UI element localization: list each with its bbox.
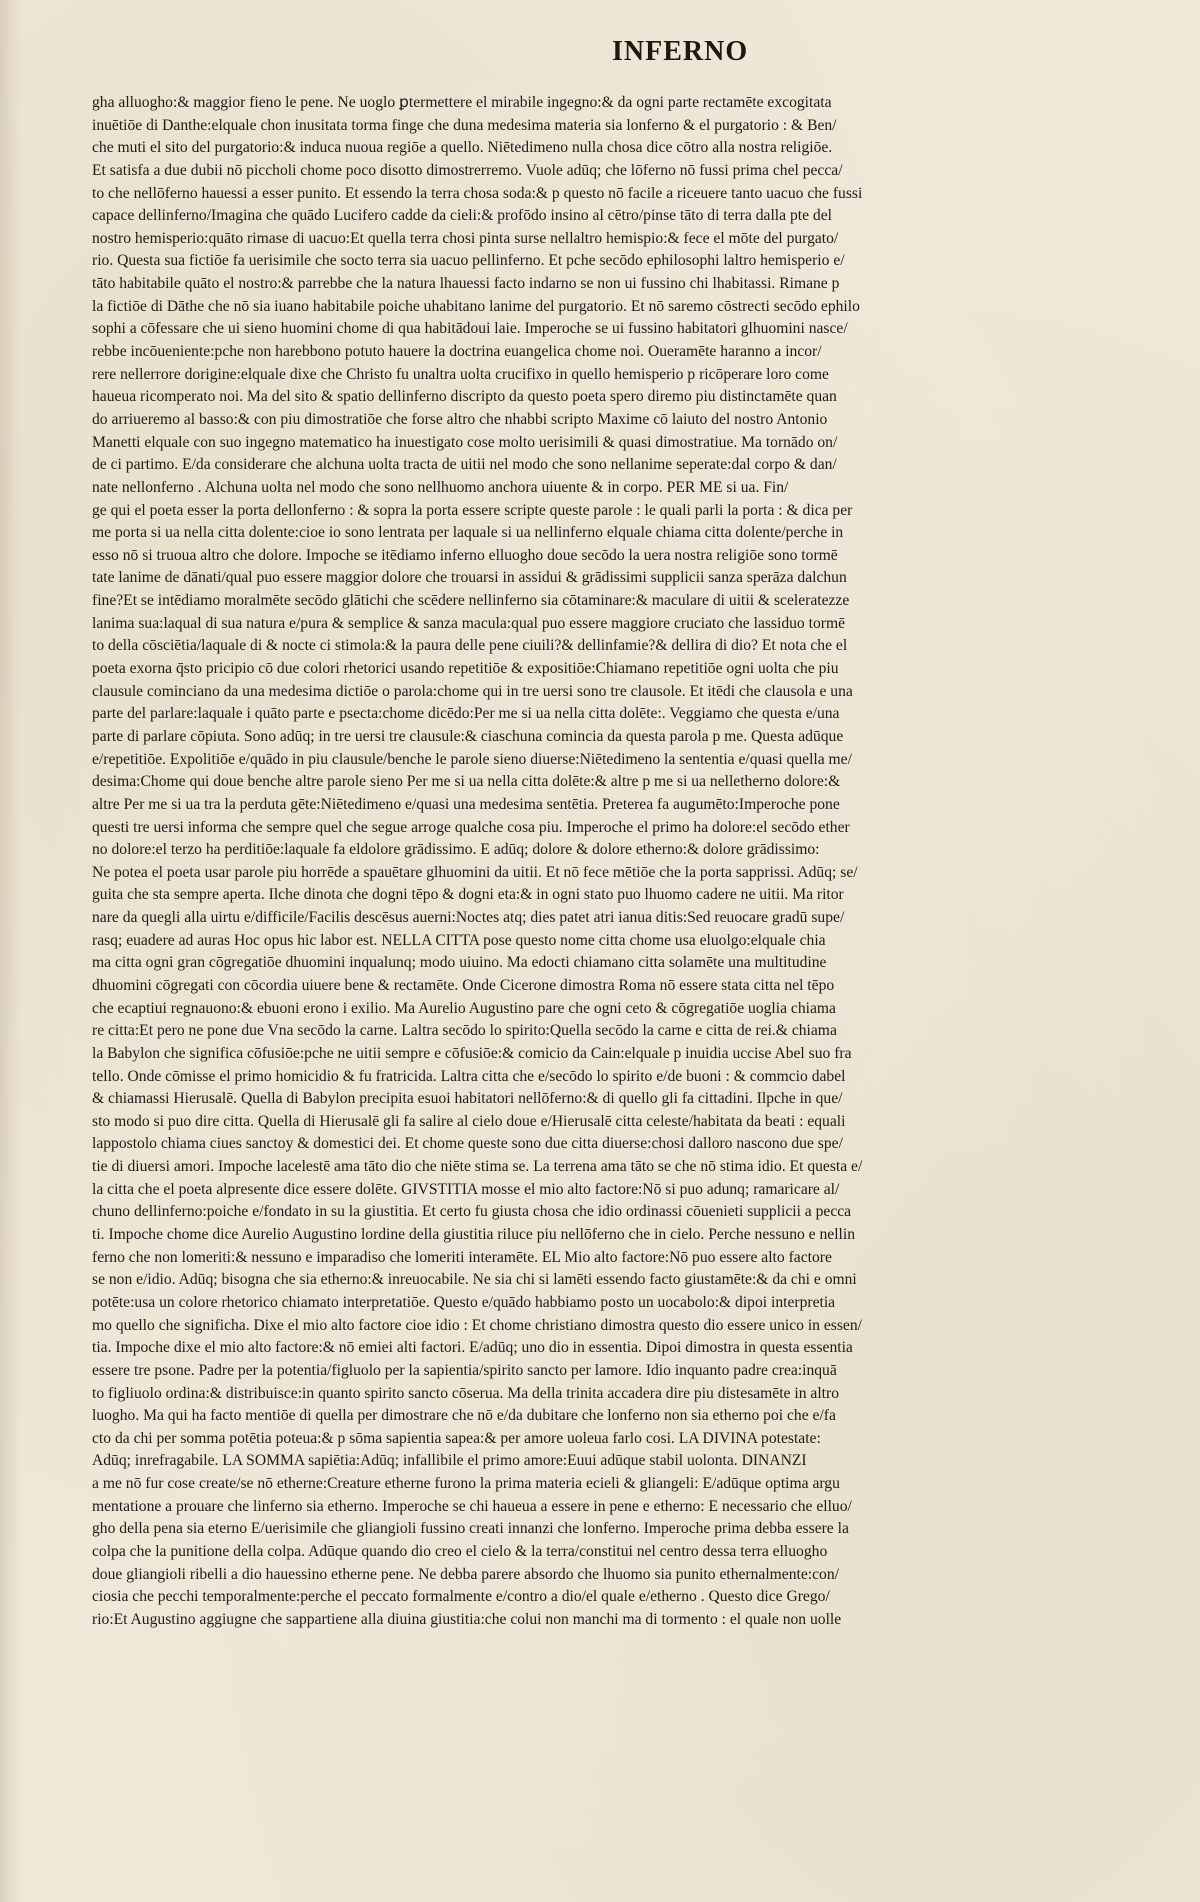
commentary-text-block [92, 92, 1147, 1882]
text-line: me porta si ua nella citta dolente:cioe io sono lentrata per laquale si ua nellinferno elquale chiama citta dolente/perche in [92, 524, 844, 542]
text-line: to della cōsciētia/laquale di & nocte ci stimola:& la paura delle pene ciuili?& dellinfamie?& dellira di dio? Et nota che el [92, 637, 848, 655]
text-line: la fictiōe di Dāthe che nō sia iuano habitabile poiche uhabitano lanime del purgatorio. Et nō saremo cōstrecti secōdo ephilo [92, 297, 860, 315]
text-line: tia. Impoche dixe el mio alto factore:& nō emiei alti factori. E/adūq; uno dio in essentia. Dipoi dimostra in questa essentia [92, 1339, 853, 1357]
page-gutter-shadow [0, 0, 22, 1902]
text-line: tāto habitabile quāto el nostro:& parrebbe che la natura lhauessi facto indarno se non ui fussino chi lhabitassi. Rimane p [92, 275, 840, 293]
text-line: guita che sta sempre aperta. Ilche dinota che dogni tēpo & dogni eta:& in ogni stato puo lhuomo cadere ne uitii. Ma ritor [92, 886, 844, 904]
text-line: la citta che el poeta alpresente dice essere dolēte. GIVSTITIA mosse el mio alto factore:Nō si puo adunq; ramaricare al/ [92, 1180, 840, 1198]
text-line: luogho. Ma qui ha facto mentiōe di quella per dimostrare che nō e/da dubitare che lonferno non sia etherno poi che e/fa [92, 1407, 836, 1425]
text-line: che muti el sito del purgatorio:& induca nuoua regiōe a quello. Niētedimeno nulla chosa dice cōtro alla nostra religiōe. [92, 139, 833, 157]
text-line: desima:Chome qui doue benche altre parole sieno Per me si ua nella citta dolēte:& altre p me si ua nelletherno dolore:& [92, 773, 841, 791]
text-line: mo quello che significha. Dixe el mio alto factore cioe idio : Et chome christiano dimostra questo dio essere unico in essen/ [92, 1316, 862, 1334]
text-line: a me nō fur cose create/se nō etherne:Creature etherne furono la prima materia ecieli & gliangeli: E/adūque optima argu [92, 1475, 840, 1493]
text-line: no dolore:el terzo ha perditiōe:laquale fa eldolore grādissimo. E adūq; dolore & dolore etherno:& dolore grādissimo: [92, 841, 820, 859]
text-line: to figliuolo ordina:& distribuisce:in quanto spirito sancto cōserua. Ma della trinita accadera dire piu distesamēte in altro [92, 1384, 839, 1402]
text-line: to che nellōferno hauessi a esser punito. Et essendo la terra chosa soda:& p questo nō facile a riceuere tanto uacuo che fussi [92, 184, 863, 202]
text-line: do arriueremo al basso:& con piu dimostratiōe che forse altro che nhabbi scripto Maxime cō laiuto del nostro Antonio [92, 410, 828, 428]
text-line: gha alluogho:& maggior fieno le pene. Ne uoglo ꝑtermettere el mirabile ingegno:& da ogni parte rectamēte excogitata [92, 94, 832, 111]
text-line: ferno che non lomeriti:& nessuno e imparadiso che lomeriti interamēte. EL Mio alto factore:Nō puo essere alto factore [92, 1248, 832, 1266]
text-line: re citta:Et pero ne pone due Vna secōdo la carne. Laltra secōdo lo spirito:Quella secōdo la carne e citta de rei.& chiama [92, 1022, 837, 1040]
text-line: rio. Questa sua fictiōe fa uerisimile che socto terra sia uacuo pellinferno. Et pche secōdo ephilosophi laltro hemisperio e/ [92, 252, 845, 270]
text-line: lanima sua:laqual di sua natura e/pura & semplice & sanza macula:qual puo essere maggiore cruciato che lassiduo tormē [92, 614, 845, 632]
text-line: de ci partimo. E/da considerare che alchuna uolta tracta de uitii nel modo che sono nellanime seperate:dal corpo & dan/ [92, 456, 837, 474]
text-line: ciosia che pecchi temporalmente:perche el peccato formalmente e/contro a dio/el quale e/etherno . Questo dice Grego/ [92, 1588, 830, 1606]
text-line: gho della pena sia eterno E/uerisimile che gliangioli fussino creati innanzi che lonferno. Imperoche prima debba essere la [92, 1520, 849, 1538]
text-line: se non e/idio. Adūq; bisogna che sia etherno:& inreuocabile. Ne sia chi si lamēti essendo facto giustamēte:& da chi e omni [92, 1271, 857, 1289]
text-line: la Babylon che significa cōfusiōe:pche ne uitii sempre e cōfusiōe:& comicio da Cain:elquale p inuidia uccise Abel suo fra [92, 1044, 852, 1062]
text-line: Ne potea el poeta usar parole piu horrēde a spauētare glhuomini da uitii. Et nō fece mētiōe che la porta sapprissi. Adūq; se/ [92, 863, 858, 881]
text-line: clausule cominciano da una medesima dictiōe o parola:chome qui in tre uersi sono tre clausole. Et itēdi che clausola e una [92, 682, 853, 700]
text-line: colpa che la punitione della colpa. Adūque quando dio creo el cielo & la terra/constitui nel centro dessa terra elluogho [92, 1543, 828, 1560]
text-line: cto da chi per somma potētia poteua:& p sōma sapientia sapea:& per amore uoleua farlo cosi. LA DIVINA potestate: [92, 1429, 821, 1447]
text-line: dhuomini cōgregati con cōcordia uiuere bene & rectamēte. Onde Cicerone dimostra Roma nō essere stata citta nel tēpo [92, 976, 835, 994]
text-line: essere tre psone. Padre per la potentia/figluolo per la sapientia/spirito sancto per lamore. Idio inquanto padre crea:inquā [92, 1361, 837, 1379]
text-line: nate nellonferno . Alchuna uolta nel modo che sono nellhuomo anchora uiuente & in corpo. PER ME si ua. Fin/ [92, 478, 789, 496]
text-line: poeta exorna q̄sto pricipio cō due colori rhetorici usando repetitiōe & expositiōe:Chiamano repetitiōe ogni uolta che piu [92, 660, 839, 678]
text-line: questi tre uersi informa che sempre quel che segue arroge qualche cosa piu. Imperoche el primo ha dolore:el secōdo ether [92, 818, 850, 836]
text-line: potēte:usa un colore rhetorico chiamato interpretatiōe. Questo e/quādo habbiamo posto un uocabolo:& dipoi interpretia [92, 1293, 836, 1311]
text-line: e/repetitiōe. Expolitiōe e/quādo in piu clausule/benche le parole sieno diuerse:Niētedimeno la sententia e/quasi quella me/ [92, 750, 852, 768]
text-line: rebbe incōueniente:pche non harebbono potuto hauere la doctrina euangelica chome noi. Oueramēte haranno a incor/ [92, 343, 822, 361]
text-line: fine?Et se intēdiamo moralmēte secōdo glātichi che scēdere nellinferno sia cōtaminare:& maculare di uitii & sceleratezze [92, 592, 850, 610]
text-line: sto modo si puo dire citta. Quella di Hierusalē gli fa salire al cielo doue e/Hierusalē citta celeste/habitata da beati : equali [92, 1112, 846, 1130]
text-line: lappostolo chiama ciues sanctoy & domestici dei. Et chome queste sono due citta diuerse:chosi dalloro nascono due spe/ [92, 1135, 843, 1153]
text-line: doue gliangioli ribelli a dio hauessino etherne pene. Ne debba parere absordo che lhuomo sia punito ethernalmente:con/ [92, 1565, 839, 1583]
text-line: rasq; euadere ad auras Hoc opus hic labor est. NELLA CITTA pose questo nome citta chome usa eluolgo:elquale chia [92, 931, 826, 949]
text-line: ge qui el poeta esser la porta dellonferno : & sopra la porta essere scripte queste parole : le quali parli la porta : & dica per [92, 501, 853, 519]
text-line: altre Per me si ua tra la perduta gēte:Niētedimeno e/quasi una medesima sentētia. Preterea fa augumēto:Imperoche pone [92, 795, 840, 813]
text-line: parte di parlare cōpiuta. Sono adūq; in tre uersi tre clausule:& ciaschuna comincia da questa parola p me. Questa adūque [92, 727, 844, 745]
text-line: & chiamassi Hierusalē. Quella di Babylon precipita esuoi habitatori nellōferno:& di quello gli fa cittadini. Ilpche in que/ [92, 1090, 843, 1108]
text-line: chuno dellinferno:poiche e/fondato in su la giustitia. Et certo fu giusta chosa che idio ordinassi cōuenieti supplicii a pecca [92, 1203, 852, 1221]
text-line: tie di diuersi amori. Impoche lacelestē ama tāto dio che niēte stima se. La terrena ama tāto se che nō stima idio. Et questa e/ [92, 1158, 863, 1176]
running-head: INFERNO [612, 36, 749, 67]
text-line: Adūq; inrefragabile. LA SOMMA sapiētia:Adūq; infallibile el primo amore:Euui adūque stabil uolonta. DINANZI [92, 1452, 807, 1470]
text-line: parte del parlare:laquale i quāto parte e psecta:chome dicēdo:Per me si ua nella citta dolēte:. Veggiamo che questa e/una [92, 705, 840, 723]
text-line: capace dellinferno/Imagina che quādo Lucifero cadde da cieli:& profōdo insino al cētro/pinse tāto di terra dalla pte del [92, 207, 832, 225]
text-line: ti. Impoche chome dice Aurelio Augustino lordine della giustitia riluce piu nellōferno che in cielo. Perche nessuno e nellin [92, 1226, 856, 1244]
text-line: rere nellerrore dorigine:elquale dixe che Christo fu unaltra uolta crucifixo in quello hemisperio p ricōperare loro come [92, 365, 829, 383]
text-line: sophi a cōfessare che ui sieno huomini chome di qua habitādoui laie. Imperoche se ui fussino habitatori glhuomini nasce/ [92, 320, 848, 338]
text-line: rio:Et Augustino aggiugne che sappartiene alla diuina giustitia:che colui non manchi ma di tormento : el quale non uolle [92, 1610, 842, 1628]
text-line: ma citta ogni gran cōgregatiōe dhuomini inqualunq; modo uiuino. Ma edocti chiamano citta solamēte una multitudine [92, 954, 827, 972]
text-line: Et satisfa a due dubii nō piccholi chome poco disotto dimostrerremo. Vuole adūq; che lōferno nō fussi prima chel pecca/ [92, 161, 843, 179]
text-line: nare da quegli alla uirtu e/difficile/Facilis descēsus auerni:Noctes atq; dies patet atri ianua ditis:Sed reuocare gradū supe/ [92, 909, 845, 927]
text-line: Manetti elquale con suo ingegno matematico ha inuestigato cose molto uerisimili & quasi dimostratiue. Ma tornādo on/ [92, 433, 838, 451]
text-line: esso nō si truoua altro che dolore. Impoche se itēdiamo inferno elluogho doue secōdo la uera nostra religiōe sono tormē [92, 546, 838, 564]
text-line: inuētiōe di Danthe:elquale chon inusitata torma finge che duna medesima materia sia lonferno & el purgatorio : & Ben/ [92, 116, 837, 134]
text-line: tello. Onde cōmisse el primo homicidio & fu fratricida. Laltra citta che e/secōdo lo spirito e/de buoni : & commcio dabel [92, 1067, 846, 1085]
text-line: che ecaptiui regnauono:& ebuoni erono i exilio. Ma Aurelio Augustino pare che ogni ceto & cōgregatiōe uoglia chiama [92, 999, 836, 1017]
text-line: nostro hemisperio:quāto rimase di uacuo:Et quella terra chosi pinta surse nellaltro hemispio:& fece el mōte del purgato/ [92, 229, 839, 247]
text-line: haueua ricomperato noi. Ma del sito & spatio dellinferno discripto da questo poeta spero diremo piu distinctamēte quan [92, 388, 837, 406]
text-line: mentatione a prouare che linferno sia etherno. Imperoche se chi haueua a essere in pene e etherno: E necessario che elluo/ [92, 1497, 852, 1515]
text-line: tate lanime de dānati/qual puo essere maggior dolore che trouarsi in assidui & grādissimi supplicii sanza sperāza dalchun [92, 569, 847, 587]
